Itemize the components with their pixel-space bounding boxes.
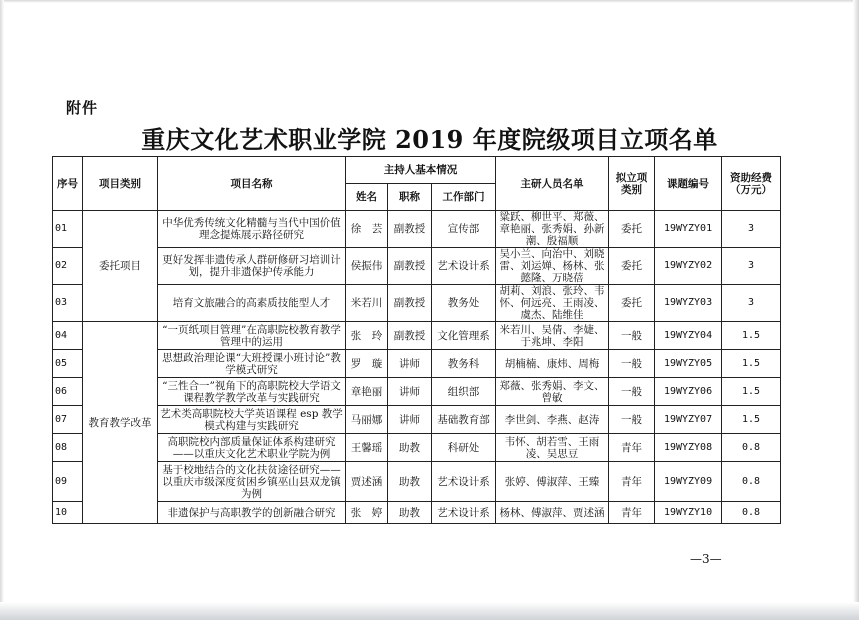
header-project-name: 项目名称 xyxy=(158,157,346,211)
table-row xyxy=(53,462,781,502)
cell-fund: 3 xyxy=(722,248,781,285)
cell-members: 胡楠楠、康炜、周梅 xyxy=(496,350,609,378)
cell-type: 青年 xyxy=(609,502,655,524)
cell-title: 副教授 xyxy=(388,211,432,248)
table-row xyxy=(53,285,781,322)
cell-fund: 1.5 xyxy=(722,322,781,350)
cell-dept: 艺术设计系 xyxy=(432,462,496,502)
table-row xyxy=(53,248,781,285)
cell-fund: 0.8 xyxy=(722,462,781,502)
cell-project-name: “三性合一”视角下的高职院校大学语文课程教学教学改革与实践研究 xyxy=(158,378,346,406)
table-row xyxy=(53,434,781,462)
scan-edge-top xyxy=(0,0,859,3)
cell-dept: 文化管理系 xyxy=(432,322,496,350)
cell-host: 章艳丽 xyxy=(346,378,388,406)
category-commission: 委托项目 xyxy=(83,211,158,322)
cell-seq: 09 xyxy=(53,462,83,502)
attachment-label: 附件 xyxy=(66,99,99,117)
cell-host: 张 婷 xyxy=(346,502,388,524)
cell-members: 杨林、傅淑萍、贾述涵 xyxy=(496,502,609,524)
cell-dept: 科研处 xyxy=(432,434,496,462)
table-row xyxy=(53,406,781,434)
cell-title: 助教 xyxy=(388,502,432,524)
cell-seq: 01 xyxy=(53,211,83,248)
cell-host: 张 玲 xyxy=(346,322,388,350)
cell-project-name: 高职院校内部质量保证体系构建研究——以重庆文化艺术职业学院为例 xyxy=(158,434,346,462)
cell-project-name: “一页纸项目管理”在高职院校教育教学管理中的运用 xyxy=(158,322,346,350)
cell-code: 19WYZY03 xyxy=(655,285,722,322)
cell-code: 19WYZY08 xyxy=(655,434,722,462)
cell-type: 委托 xyxy=(609,248,655,285)
header-host-dept: 工作部门 xyxy=(432,184,496,211)
cell-members: 吴小兰、向治中、刘晓雷、刘运婵、杨林、张懿隆、万晓蓓 xyxy=(496,248,609,285)
cell-code: 19WYZY07 xyxy=(655,406,722,434)
cell-dept: 组织部 xyxy=(432,378,496,406)
header-funding: 资助经费（万元） xyxy=(722,157,781,211)
cell-type: 委托 xyxy=(609,211,655,248)
cell-project-name: 更好发挥非遗传承人群研修研习培训计划，提升非遗保护传承能力 xyxy=(158,248,346,285)
scan-edge-bottom xyxy=(0,602,859,620)
cell-members: 粱跃、柳世平、郑薇、章艳丽、张秀娟、孙新潮、殷福顺 xyxy=(496,211,609,248)
cell-host: 马丽娜 xyxy=(346,406,388,434)
cell-code: 19WYZY01 xyxy=(655,211,722,248)
cell-seq: 04 xyxy=(53,322,83,350)
document-title: 重庆文化艺术职业学院 2019 年度院级项目立项名单 xyxy=(141,125,718,154)
table-row xyxy=(53,350,781,378)
cell-fund: 1.5 xyxy=(722,350,781,378)
project-table xyxy=(52,156,781,524)
cell-code: 19WYZY04 xyxy=(655,322,722,350)
cell-host: 徐 芸 xyxy=(346,211,388,248)
cell-fund: 3 xyxy=(722,285,781,322)
cell-title: 副教授 xyxy=(388,285,432,322)
cell-members: 韦怀、胡若雪、王雨凌、吴思豆 xyxy=(496,434,609,462)
cell-dept: 艺术设计系 xyxy=(432,502,496,524)
cell-members: 李世剑、李燕、赵涛 xyxy=(496,406,609,434)
cell-type: 青年 xyxy=(609,434,655,462)
cell-type: 一般 xyxy=(609,378,655,406)
cell-members: 郑薇、张秀娟、李文、曾敏 xyxy=(496,378,609,406)
cell-title: 讲师 xyxy=(388,378,432,406)
cell-seq: 05 xyxy=(53,350,83,378)
cell-host: 罗 璇 xyxy=(346,350,388,378)
cell-code: 19WYZY09 xyxy=(655,462,722,502)
header-members: 主研人员名单 xyxy=(496,157,609,211)
cell-host: 王馨瑶 xyxy=(346,434,388,462)
cell-type: 一般 xyxy=(609,406,655,434)
cell-title: 讲师 xyxy=(388,406,432,434)
cell-code: 19WYZY02 xyxy=(655,248,722,285)
cell-dept: 宣传部 xyxy=(432,211,496,248)
table-row xyxy=(53,211,781,248)
cell-host: 贾述涵 xyxy=(346,462,388,502)
cell-members: 胡莉、刘浪、张玲、韦怀、何远亮、王雨凌、虞杰、陆维佳 xyxy=(496,285,609,322)
cell-code: 19WYZY06 xyxy=(655,378,722,406)
cell-type: 一般 xyxy=(609,350,655,378)
cell-project-name: 非遗保护与高职教学的创新融合研究 xyxy=(158,502,346,524)
cell-type: 青年 xyxy=(609,462,655,502)
cell-fund: 1.5 xyxy=(722,378,781,406)
cell-seq: 08 xyxy=(53,434,83,462)
table-row xyxy=(53,502,781,524)
cell-type: 一般 xyxy=(609,322,655,350)
cell-dept: 教务科 xyxy=(432,350,496,378)
header-host-name: 姓名 xyxy=(346,184,388,211)
cell-project-name: 中华优秀传统文化精髓与当代中国价值理念提炼展示路径研究 xyxy=(158,211,346,248)
cell-members: 张婷、傅淑萍、王臻 xyxy=(496,462,609,502)
header-category: 项目类别 xyxy=(83,157,158,211)
header-project-type: 拟立项类别 xyxy=(609,157,655,211)
cell-fund: 0.8 xyxy=(722,434,781,462)
scan-edge-left xyxy=(0,0,4,620)
cell-seq: 07 xyxy=(53,406,83,434)
cell-fund: 0.8 xyxy=(722,502,781,524)
cell-members: 米若川、吴倩、李婕、于兆坤、李阳 xyxy=(496,322,609,350)
cell-host: 侯振伟 xyxy=(346,248,388,285)
cell-project-name: 基于校地结合的文化扶贫途径研究——以重庆市级深度贫困乡镇巫山县双龙镇为例 xyxy=(158,462,346,502)
cell-title: 助教 xyxy=(388,434,432,462)
header-code: 课题编号 xyxy=(655,157,722,211)
cell-host: 米若川 xyxy=(346,285,388,322)
cell-title: 副教授 xyxy=(388,248,432,285)
cell-dept: 艺术设计系 xyxy=(432,248,496,285)
cell-project-name: 思想政治理论课“大班授课小班讨论”教学模式研究 xyxy=(158,350,346,378)
cell-seq: 03 xyxy=(53,285,83,322)
cell-fund: 1.5 xyxy=(722,406,781,434)
cell-dept: 教务处 xyxy=(432,285,496,322)
header-host-group: 主持人基本情况 xyxy=(346,157,496,184)
scan-edge-right xyxy=(853,0,859,620)
header-seq: 序号 xyxy=(53,157,83,211)
cell-title: 讲师 xyxy=(388,350,432,378)
page-number: —3— xyxy=(690,552,722,566)
category-teaching: 教育教学改革 xyxy=(83,322,158,524)
cell-code: 19WYZY10 xyxy=(655,502,722,524)
cell-seq: 10 xyxy=(53,502,83,524)
cell-fund: 3 xyxy=(722,211,781,248)
cell-code: 19WYZY05 xyxy=(655,350,722,378)
cell-title: 副教授 xyxy=(388,322,432,350)
cell-project-name: 培育文旅融合的高素质技能型人才 xyxy=(158,285,346,322)
table-row xyxy=(53,378,781,406)
cell-seq: 06 xyxy=(53,378,83,406)
table-row xyxy=(53,322,781,350)
cell-type: 委托 xyxy=(609,285,655,322)
cell-project-name: 艺术类高职院校大学英语课程 esp 教学模式构建与实践研究 xyxy=(158,406,346,434)
header-host-title: 职称 xyxy=(388,184,432,211)
cell-seq: 02 xyxy=(53,248,83,285)
cell-dept: 基础教育部 xyxy=(432,406,496,434)
cell-title: 助教 xyxy=(388,462,432,502)
